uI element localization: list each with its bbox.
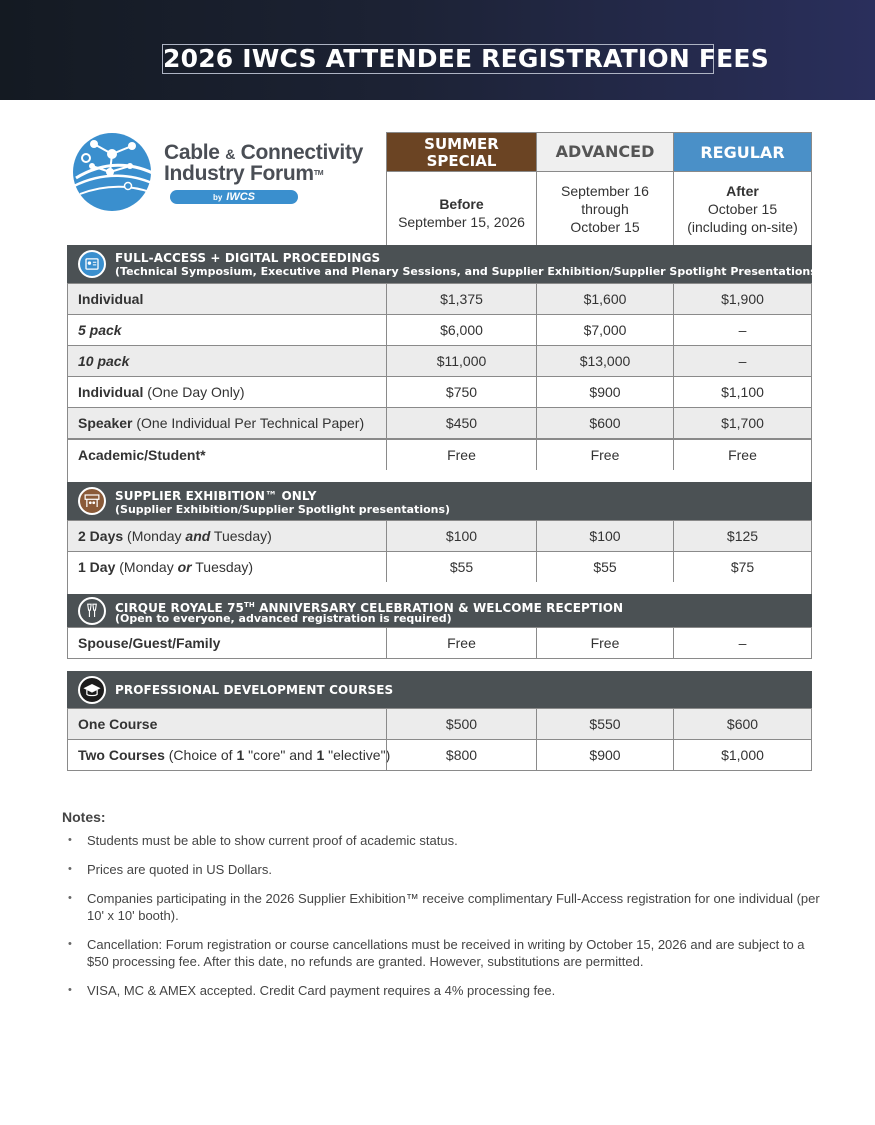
note-item: • Cancellation: Forum registration or course cancellations must be received in writing by October 15, 2026 and are subject to a $50 processing fee. After this date, no refunds are granted. However, substitutions are permitted. <box>62 936 822 970</box>
period-advanced: September 16 through October 15 <box>536 171 674 246</box>
section-cirque <box>67 594 812 628</box>
table-row: 5 pack $6,000 $7,000 – <box>67 314 812 346</box>
section-exhibition <box>67 482 812 521</box>
column-header-regular: REGULAR <box>673 132 812 172</box>
logo-line2: Industry ForumTM <box>164 162 324 185</box>
section-spacer <box>67 582 812 594</box>
logo-pill: by IWCS <box>170 190 298 204</box>
note-item: • VISA, MC & AMEX accepted. Credit Card payment requires a 4% processing fee. <box>62 982 822 999</box>
forum-logo <box>72 132 364 216</box>
section-title: PROFESSIONAL DEVELOPMENT COURSES <box>115 683 394 697</box>
section-subtitle: (Technical Symposium, Executive and Plenary Sessions, and Supplier Exhibition/Supplier Spotlight Presentations) <box>115 265 822 278</box>
table-row: 2 Days (Monday and Tuesday) $100 $100 $125 <box>67 520 812 552</box>
table-row: Speaker (One Individual Per Technical Paper) $450 $600 $1,700 <box>67 407 812 439</box>
graduation-cap-icon <box>78 676 106 704</box>
note-item: • Companies participating in the 2026 Supplier Exhibition™ receive complimentary Full-Access registration for one individual (per 10' x 10' booth). <box>62 890 822 924</box>
booth-icon <box>78 487 106 515</box>
table-row: One Course $500 $550 $600 <box>67 708 812 740</box>
section-spacer <box>67 470 812 482</box>
notes-list <box>62 832 822 1011</box>
header-banner <box>0 0 875 100</box>
table-row: Individual $1,375 $1,600 $1,900 <box>67 283 812 315</box>
period-regular: After October 15 (including on-site) <box>673 171 812 246</box>
table-row: Academic/Student* Free Free Free <box>67 439 812 471</box>
logo-line1: Cable & Connectivity <box>164 141 364 164</box>
note-item: • Students must be able to show current proof of academic status. <box>62 832 822 849</box>
period-summer: Before September 15, 2026 <box>386 171 537 246</box>
table-row: 1 Day (Monday or Tuesday) $55 $55 $75 <box>67 551 812 583</box>
section-full-access <box>67 245 822 284</box>
table-row: 10 pack $11,000 $13,000 – <box>67 345 812 377</box>
globe-logo-icon <box>72 132 162 216</box>
section-title: SUPPLIER EXHIBITION™ ONLY <box>115 489 317 503</box>
badge-icon <box>78 250 106 278</box>
column-header-summer: SUMMER SPECIAL <box>386 132 537 172</box>
section-subtitle: (Supplier Exhibition/Supplier Spotlight presentations) <box>115 503 451 516</box>
table-row: Spouse/Guest/Family Free Free – <box>67 627 812 659</box>
column-header-advanced: ADVANCED <box>536 132 674 172</box>
section-courses <box>67 671 812 709</box>
section-title: FULL-ACCESS + DIGITAL PROCEEDINGS <box>115 251 381 265</box>
table-row: Individual (One Day Only) $750 $900 $1,100 <box>67 376 812 408</box>
champagne-icon <box>78 597 106 625</box>
section-title: CIRQUE ROYALE 75TH ANNIVERSARY CELEBRATION & WELCOME RECEPTION <box>115 601 624 615</box>
page-title: 2026 IWCS ATTENDEE REGISTRATION FEES <box>163 44 769 73</box>
notes-title: Notes: <box>62 809 106 825</box>
table-row: Two Courses (Choice of 1 "core" and 1 "elective") $800 $900 $1,000 <box>67 739 812 771</box>
section-subtitle: (Open to everyone, advanced registration is required) <box>115 612 452 625</box>
note-item: • Prices are quoted in US Dollars. <box>62 861 822 878</box>
